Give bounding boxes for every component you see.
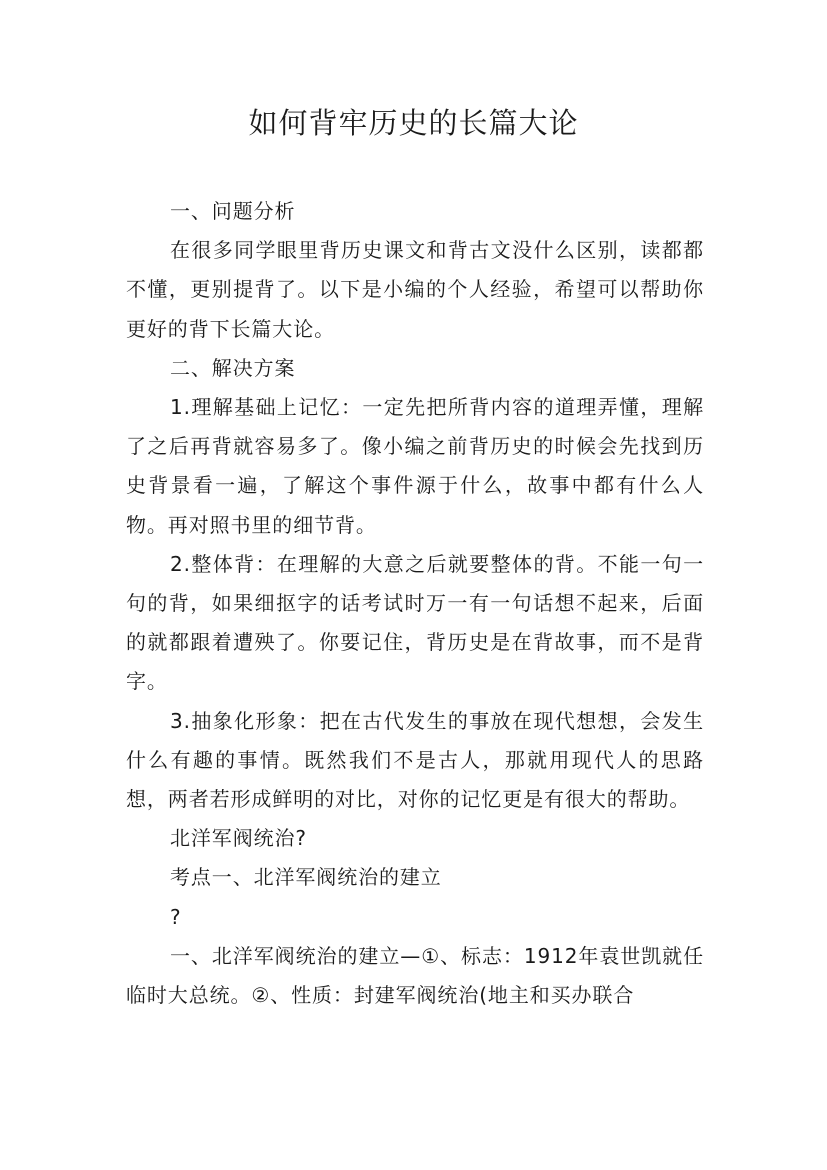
section-heading-solution: 二、解决方案 (170, 355, 296, 380)
paragraph: 考点一、北洋军阀统治的建立 (170, 865, 442, 890)
paragraph: 1.理解基础上记忆：一定先把所背内容的道理弄懂，理解了之后再背就容易多了。像小编之前背历史的时候会先找到历史背景看一遍，了解这个事件源于什么，故事中都有什么人物。再对照书里的细节背。 (126, 395, 704, 537)
paragraph: 北洋军阀统治? (170, 826, 307, 851)
paragraph: 在很多同学眼里背历史课文和背古文没什么区别，读都都不懂，更别提背了。以下是小编的个人经验，希望可以帮助你更好的背下长篇大论。 (126, 238, 704, 341)
document-title: 如何背牢历史的长篇大论 (248, 106, 579, 140)
document-body (126, 192, 704, 1015)
paragraph: 3.抽象化形象：把在古代发生的事放在现代想想，会发生什么有趣的事情。既然我们不是古人，那就用现代人的思路想，两者若形成鲜明的对比，对你的记忆更是有很大的帮助。 (126, 708, 704, 812)
paragraph: ? (170, 904, 182, 929)
paragraph: 2.整体背：在理解的大意之后就要整体的背。不能一句一句的背，如果细抠字的话考试时万一有一句话想不起来，后面的就都跟着遭殃了。你要记住，背历史是在背故事，而不是背字。 (126, 551, 704, 694)
section-heading-problem-analysis: 一、问题分析 (170, 199, 296, 223)
paragraph: 一、北洋军阀统治的建立—①、标志：1912年袁世凯就任临时大总统。②、性质：封建军阀统治(地主和买办联合 (126, 943, 704, 1008)
